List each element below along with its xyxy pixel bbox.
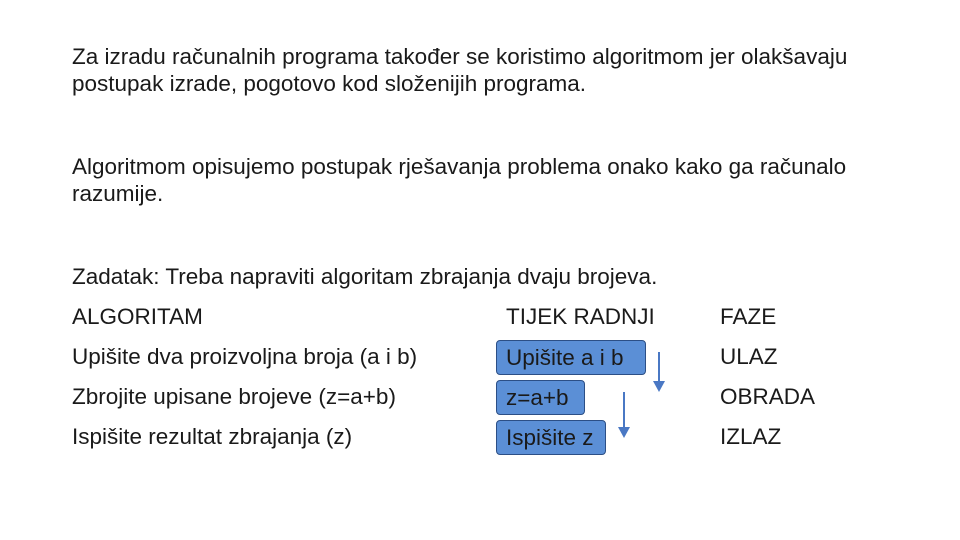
header-algoritam: ALGORITAM bbox=[72, 304, 203, 329]
phase-ulaz: ULAZ bbox=[720, 344, 778, 369]
paragraph-definition: Algoritmom opisujemo postupak rješavanja problema onako kako ga računalo razumije. bbox=[72, 154, 847, 206]
phase-obrada: OBRADA bbox=[720, 384, 816, 409]
algoritam-step-1: Upišite dva proizvoljna broja (a i b) bbox=[72, 344, 418, 369]
header-tijek-radnji: TIJEK RADNJI bbox=[506, 304, 655, 329]
flow-box-process: z=a+b bbox=[496, 380, 585, 415]
flow-box-input: Upišite a i b bbox=[496, 340, 646, 375]
task-statement: Zadatak: Treba napraviti algoritam zbrajanja dvaju brojeva. bbox=[72, 264, 658, 289]
flow-box-output: Ispišite z bbox=[496, 420, 606, 455]
algoritam-step-3: Ispišite rezultat zbrajanja (z) bbox=[72, 424, 353, 449]
arrow-input-to-process bbox=[653, 352, 665, 392]
paragraph-intro: Za izradu računalnih programa također se koristimo algoritmom jer olakšavaju postupak izrade, pogotovo kod složenijih programa. bbox=[72, 44, 848, 96]
algoritam-step-2: Zbrojite upisane brojeve (z=a+b) bbox=[72, 384, 396, 409]
header-faze: FAZE bbox=[720, 304, 777, 329]
arrow-1-head bbox=[653, 381, 665, 392]
arrow-process-to-output bbox=[618, 392, 630, 438]
arrow-2-head bbox=[618, 427, 630, 438]
phase-izlaz: IZLAZ bbox=[720, 424, 782, 449]
